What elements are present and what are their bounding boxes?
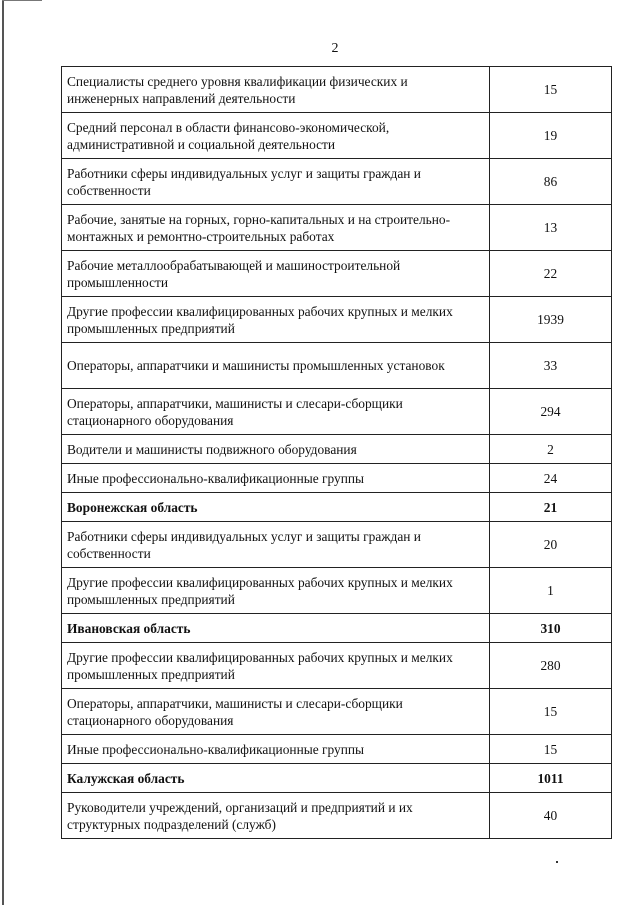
row-name: Работники сферы индивидуальных услуг и защиты граждан и собственности [62, 522, 490, 568]
row-value: 24 [490, 464, 612, 493]
row-value: 2 [490, 435, 612, 464]
row-name: Рабочие, занятые на горных, горно-капитальных и на строительно-монтажных и ремонтно-строительных работах [62, 205, 490, 251]
row-value: 15 [490, 67, 612, 113]
row-value: 294 [490, 389, 612, 435]
region-row [62, 764, 612, 793]
row-name: Операторы, аппаратчики и машинисты промышленных установок [62, 343, 490, 389]
table-row [62, 568, 612, 614]
region-row [62, 493, 612, 522]
table-row [62, 205, 612, 251]
row-name: Другие профессии квалифицированных рабочих крупных и мелких промышленных предприятий [62, 568, 490, 614]
row-value: 280 [490, 643, 612, 689]
row-name: Руководители учреждений, организаций и предприятий и их структурных подразделений (служб) [62, 793, 490, 839]
row-name: Специалисты среднего уровня квалификации физических и инженерных направлений деятельности [62, 67, 490, 113]
table-row [62, 735, 612, 764]
row-value: 22 [490, 251, 612, 297]
scan-left-edge [2, 0, 4, 905]
table-row [62, 159, 612, 205]
row-name: Водители и машинисты подвижного оборудования [62, 435, 490, 464]
row-value: 20 [490, 522, 612, 568]
row-value: 19 [490, 113, 612, 159]
region-row [62, 614, 612, 643]
row-value: 40 [490, 793, 612, 839]
row-value: 13 [490, 205, 612, 251]
table-row [62, 343, 612, 389]
region-total: 1011 [490, 764, 612, 793]
row-name: Другие профессии квалифицированных рабочих крупных и мелких промышленных предприятий [62, 297, 490, 343]
row-value: 1939 [490, 297, 612, 343]
row-value: 15 [490, 735, 612, 764]
scan-speck [556, 861, 558, 863]
table-row [62, 389, 612, 435]
row-name: Иные профессионально-квалификационные группы [62, 735, 490, 764]
region-total: 21 [490, 493, 612, 522]
table-row [62, 113, 612, 159]
row-name: Другие профессии квалифицированных рабочих крупных и мелких промышленных предприятий [62, 643, 490, 689]
row-name: Иные профессионально-квалификационные группы [62, 464, 490, 493]
occupation-table [61, 66, 612, 839]
row-name: Работники сферы индивидуальных услуг и защиты граждан и собственности [62, 159, 490, 205]
row-value: 1 [490, 568, 612, 614]
region-total: 310 [490, 614, 612, 643]
region-name: Калужская область [62, 764, 490, 793]
page-number: 2 [331, 41, 339, 56]
table-row [62, 297, 612, 343]
table-row [62, 643, 612, 689]
region-name: Воронежская область [62, 493, 490, 522]
row-value: 33 [490, 343, 612, 389]
row-name: Рабочие металлообрабатывающей и машиностроительной промышленности [62, 251, 490, 297]
table-row [62, 793, 612, 839]
region-name: Ивановская область [62, 614, 490, 643]
row-value: 86 [490, 159, 612, 205]
table-row [62, 251, 612, 297]
row-value: 15 [490, 689, 612, 735]
table-row [62, 464, 612, 493]
scan-top-edge [2, 0, 42, 1]
row-name: Операторы, аппаратчики, машинисты и слесари-сборщики стационарного оборудования [62, 689, 490, 735]
row-name: Средний персонал в области финансово-экономической, административной и социальной деятельности [62, 113, 490, 159]
table-row [62, 689, 612, 735]
table-row [62, 522, 612, 568]
table-row [62, 435, 612, 464]
table-row [62, 67, 612, 113]
row-name: Операторы, аппаратчики, машинисты и слесари-сборщики стационарного оборудования [62, 389, 490, 435]
